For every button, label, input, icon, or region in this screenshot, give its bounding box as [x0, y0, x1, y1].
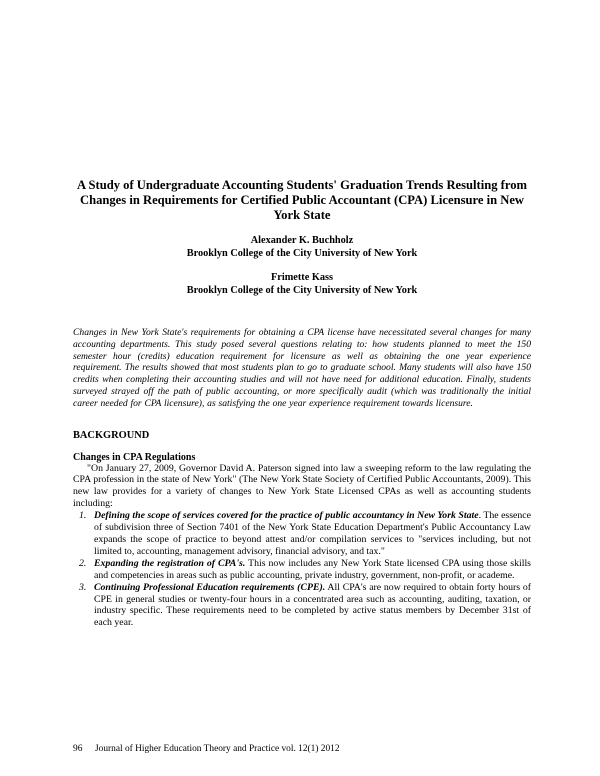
author-affiliation: Brooklyn College of the City University of New York [186, 284, 418, 296]
article [73, 178, 531, 629]
list-item [73, 582, 531, 630]
article-title: A Study of Undergraduate Accounting Students' Graduation Trends Resulting from Changes in Requirements for Certified Public Accountant (CPA) Licensure in New York State [76, 178, 528, 222]
list-item [73, 558, 531, 582]
author-1 [73, 235, 531, 260]
item-number: 1. [79, 510, 87, 522]
journal-citation: Journal of Higher Education Theory and Practice vol. 12(1) 2012 [95, 744, 340, 754]
section-heading: BACKGROUND [73, 429, 150, 441]
abstract: Changes in New York State's requirements for obtaining a CPA license have necessitated several changes for many accounting departments. This study posed several questions relating to: how students planned to meet the 150 semester hour (credits) education requirement for licensure as well as obtaining the one year experience requirement. The results showed that most students plan to go to graduate school. Many students will also have 150 credits when completing their accounting studies and will not have need for additional education. Finally, students surveyed strayed off the path of public accounting, or more specifically audit (which was traditionally the initial career needed for CPA licensure), as satisfying the one year experience requirement towards licensure. [73, 327, 531, 409]
page-footer [73, 744, 340, 754]
item-text: . The essence of subdivision three of Section 7401 of the New York State Education Department's Public Accountancy Law expands the scope of practice to beyond attest and/or compilation services to "services including, but not limited to, accounting, management advisory, financial advisory, and tax." [94, 510, 531, 557]
item-text: All CPA's are now required to obtain forty hours of CPE in general studies or twenty-four hours in a concentrated area such as accounting, auditing, taxation, or industry specific. These requirements need to be completed by active status members by December 31st of each year. [94, 581, 532, 629]
item-text: This now includes any New York State licensed CPA using those skills and competencies in areas such as public accounting, private industry, government, non-profit, or academe. [94, 557, 531, 581]
item-lead: Expanding the registration of CPA's. [94, 557, 246, 569]
author-affiliation: Brooklyn College of the City University of New York [186, 247, 418, 259]
author-2 [73, 272, 531, 297]
subsection-heading: Changes in CPA Regulations [73, 451, 196, 463]
item-number: 2. [79, 557, 87, 569]
item-number: 3. [79, 581, 87, 593]
regulation-list [73, 510, 531, 629]
item-lead: Defining the scope of services covered for the practice of public accountancy in New York State [94, 510, 479, 522]
intro-paragraph: "On January 27, 2009, Governor David A. Paterson signed into law a sweeping reform to the law regulating the CPA profession in the state of New York" (The New York State Society of Certified Public Accountants, 2009). This new law provides for a variety of changes to New York State Licensed CPAs as well as accounting students including: [73, 462, 531, 510]
list-item [73, 510, 531, 558]
author-name: Frimette Kass [270, 272, 334, 283]
author-name: Alexander K. Buchholz [250, 235, 354, 246]
item-lead: Continuing Professional Education requirements (CPE). [94, 581, 326, 593]
page-number: 96 [73, 744, 83, 754]
